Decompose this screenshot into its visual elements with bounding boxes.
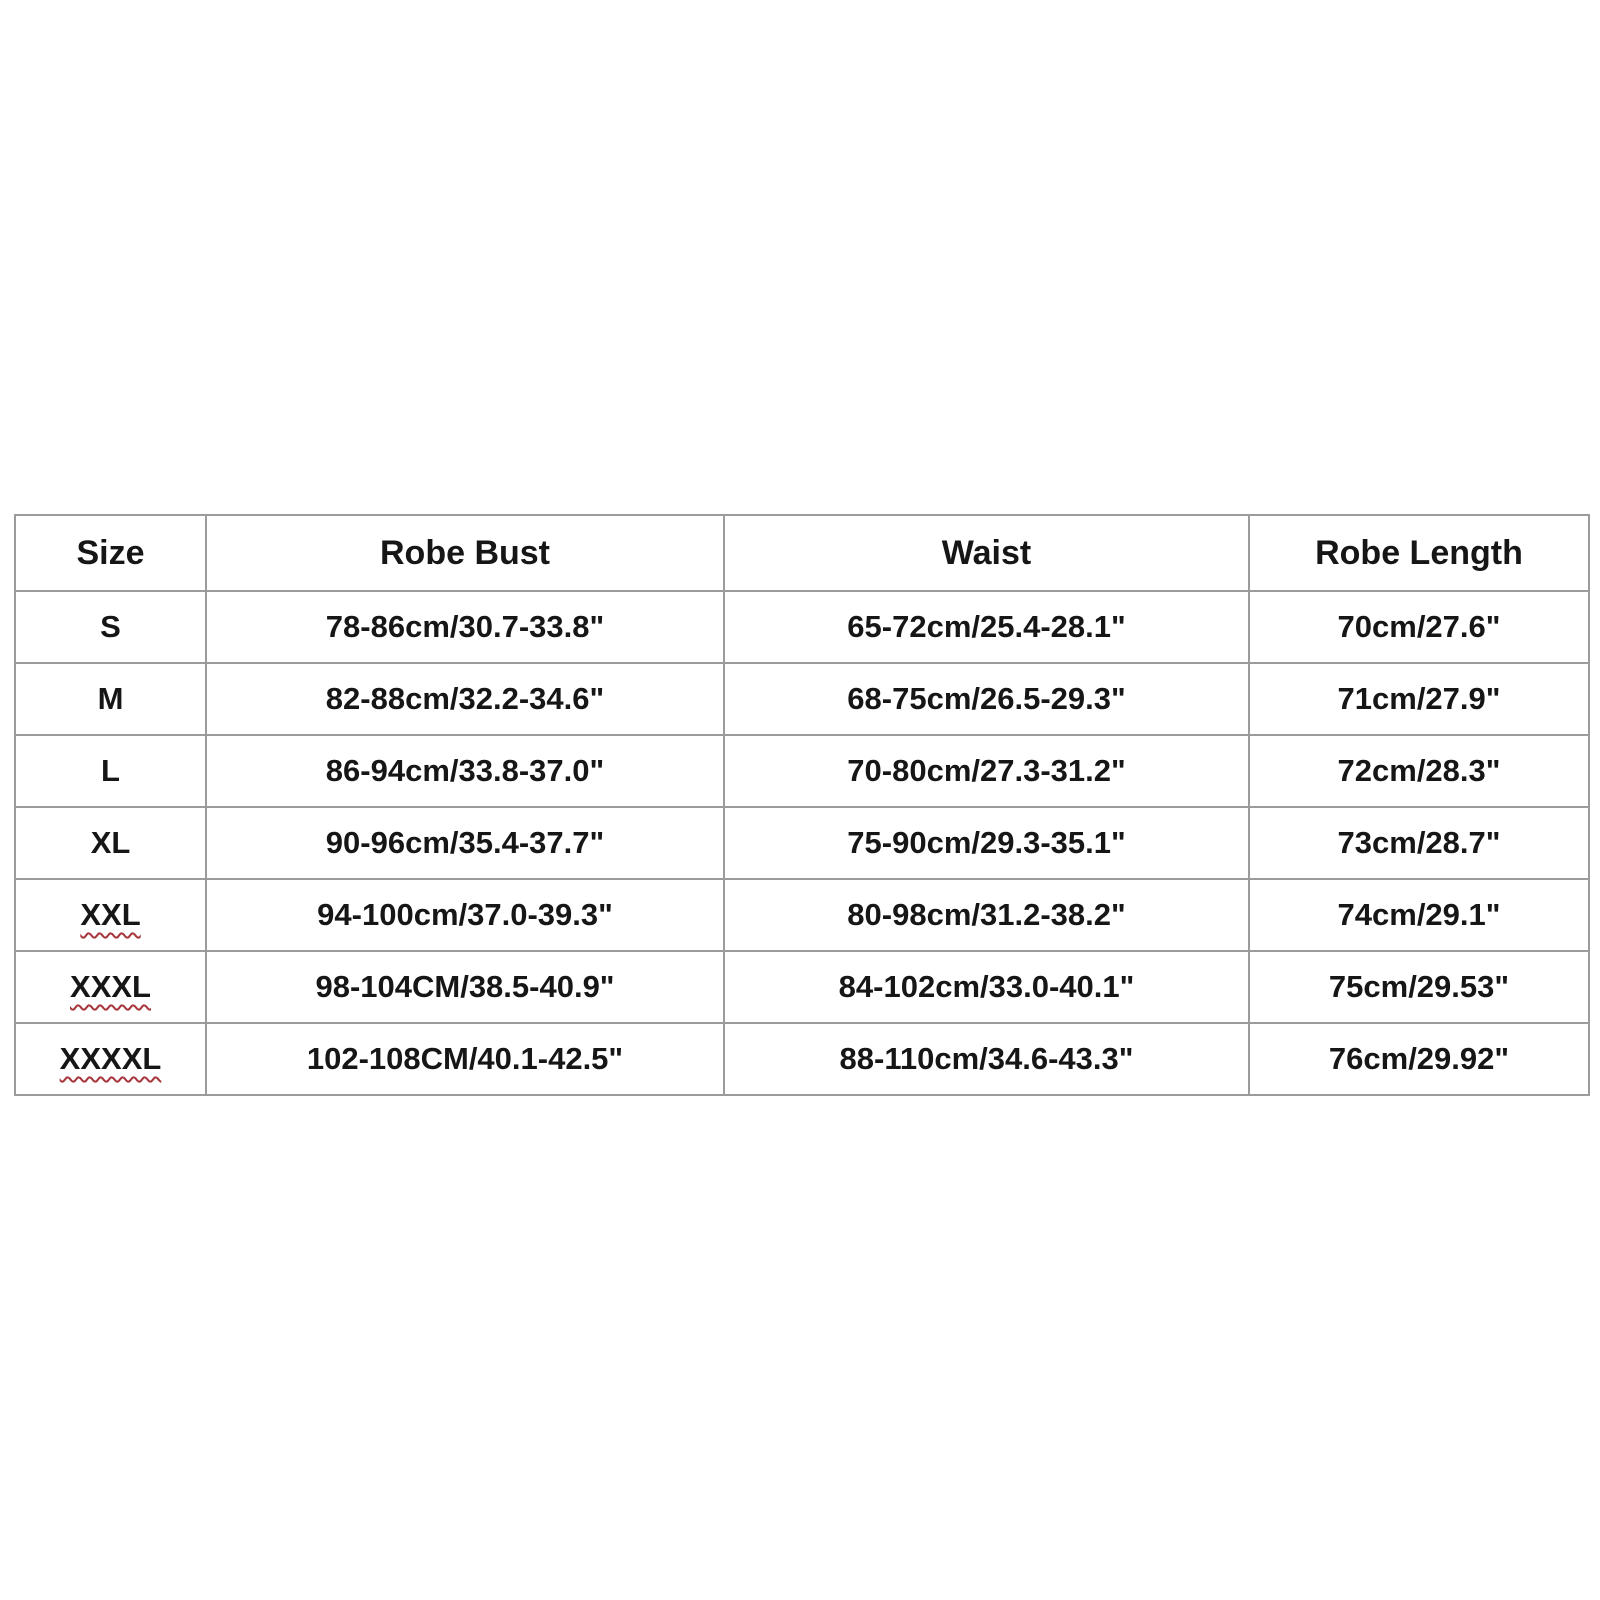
size-cell: [15, 1023, 206, 1095]
size-cell: [15, 663, 206, 735]
size-cell: [15, 735, 206, 807]
size-label-misspelled: XXXL: [70, 969, 151, 1004]
length-cell: 76cm/29.92": [1249, 1023, 1589, 1095]
bust-cell: 78-86cm/30.7-33.8": [206, 591, 724, 663]
column-header-size: Size: [15, 515, 206, 591]
waist-cell: 84-102cm/33.0-40.1": [724, 951, 1249, 1023]
table-row-l: [15, 735, 1589, 807]
column-header-waist: Waist: [724, 515, 1249, 591]
length-cell: 70cm/27.6": [1249, 591, 1589, 663]
bust-cell: 102-108CM/40.1-42.5": [206, 1023, 724, 1095]
bust-cell: 94-100cm/37.0-39.3": [206, 879, 724, 951]
size-cell: [15, 879, 206, 951]
header-row: [15, 515, 1589, 591]
bust-cell: 98-104CM/38.5-40.9": [206, 951, 724, 1023]
size-cell: [15, 591, 206, 663]
table-row-xl: [15, 807, 1589, 879]
table-row-xxxxl: [15, 1023, 1589, 1095]
bust-cell: 82-88cm/32.2-34.6": [206, 663, 724, 735]
size-label: L: [101, 753, 120, 788]
size-label: XL: [90, 825, 131, 860]
length-cell: 73cm/28.7": [1249, 807, 1589, 879]
table-row-s: [15, 591, 1589, 663]
size-chart-table: [14, 514, 1590, 1096]
size-label: M: [97, 681, 124, 716]
waist-cell: 68-75cm/26.5-29.3": [724, 663, 1249, 735]
bust-cell: 90-96cm/35.4-37.7": [206, 807, 724, 879]
column-header-length: Robe Length: [1249, 515, 1589, 591]
length-cell: 71cm/27.9": [1249, 663, 1589, 735]
size-label-misspelled: XXXXL: [59, 1041, 162, 1076]
size-cell: [15, 951, 206, 1023]
column-header-bust: Robe Bust: [206, 515, 724, 591]
bust-cell: 86-94cm/33.8-37.0": [206, 735, 724, 807]
table-row-xxxl: [15, 951, 1589, 1023]
length-cell: 72cm/28.3": [1249, 735, 1589, 807]
waist-cell: 65-72cm/25.4-28.1": [724, 591, 1249, 663]
size-label: S: [100, 609, 121, 644]
size-cell: [15, 807, 206, 879]
waist-cell: 75-90cm/29.3-35.1": [724, 807, 1249, 879]
size-label-misspelled: XXL: [80, 897, 141, 932]
table-row-m: [15, 663, 1589, 735]
table-row-xxl: [15, 879, 1589, 951]
waist-cell: 70-80cm/27.3-31.2": [724, 735, 1249, 807]
length-cell: 74cm/29.1": [1249, 879, 1589, 951]
waist-cell: 88-110cm/34.6-43.3": [724, 1023, 1249, 1095]
length-cell: 75cm/29.53": [1249, 951, 1589, 1023]
waist-cell: 80-98cm/31.2-38.2": [724, 879, 1249, 951]
